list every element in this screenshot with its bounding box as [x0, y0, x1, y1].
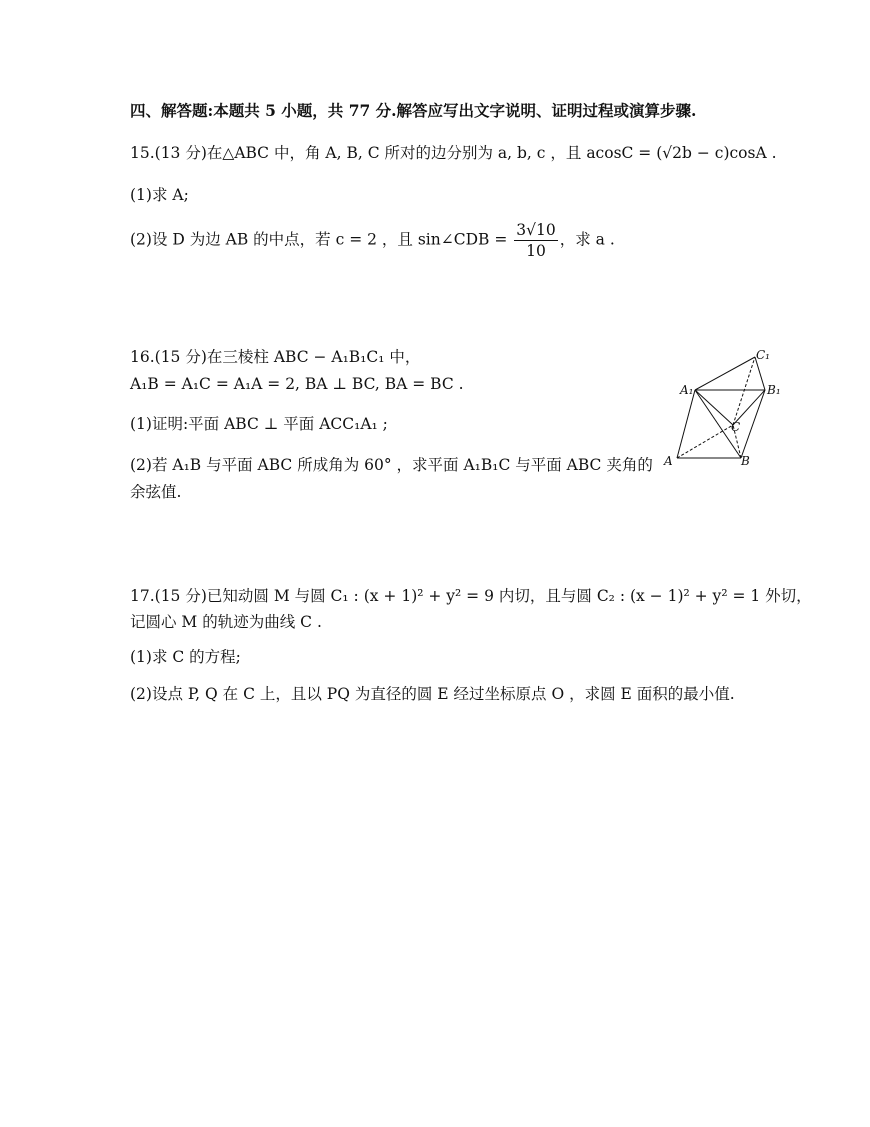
problem-17-part-1: (1)求 C 的方程; — [130, 648, 241, 666]
problem-16-part-2: (2)若 A₁B 与平面 ABC 所成角为 60° ，求平面 A₁B₁C 与平面 ABC 夹角的 — [130, 456, 653, 474]
problem-15-part-2-text: (2)设 D 为边 AB 的中点，若 c = 2 ，且 sin∠CDB = — [130, 230, 513, 249]
problem-17-part-2: (2)设点 P, Q 在 C 上，且以 PQ 为直径的圆 E 经过坐标原点 O ，求圆 E 面积的最小值. — [130, 685, 735, 703]
label-A: A — [664, 454, 673, 468]
problem-16-conditions: A₁B = A₁C = A₁A = 2, BA ⊥ BC, BA = BC . — [130, 375, 464, 393]
label-B: B — [741, 454, 750, 468]
problem-16-stem: 16.(15 分)在三棱柱 ABC − A₁B₁C₁ 中， — [130, 348, 421, 366]
fraction — [514, 220, 557, 261]
label-C1: C₁ — [756, 348, 770, 362]
problem-16-part-2-cont: 余弦值. — [130, 483, 182, 501]
fraction-denominator: 10 — [526, 242, 546, 260]
problem-16-part-1: (1)证明:平面 ABC ⊥ 平面 ACC₁A₁ ; — [130, 415, 388, 433]
edge-BB1 — [741, 390, 765, 458]
problem-17-stem-cont: 记圆心 M 的轨迹为曲线 C . — [130, 613, 322, 631]
problem-15-part-2 — [130, 220, 615, 261]
edge-AA1 — [677, 390, 695, 458]
label-A1: A₁ — [680, 383, 694, 397]
problem-15-part-2-tail: ，求 a . — [559, 230, 615, 249]
prism-figure — [655, 345, 795, 475]
fraction-numerator: 3√10 — [516, 221, 556, 239]
edge-AC-dashed — [677, 425, 733, 458]
section-heading: 四、解答题:本题共 5 小题，共 77 分.解答应写出文字说明、证明过程或演算步骤. — [130, 101, 697, 120]
label-C: C — [731, 420, 741, 434]
problem-15-part-1: (1)求 A; — [130, 186, 189, 204]
problem-15-stem: 15.(13 分)在△ABC 中，角 A, B, C 所对的边分别为 a, b, c ，且 acosC = (√2b − c)cosA . — [130, 144, 777, 162]
edge-A1C — [695, 390, 733, 425]
problem-17-stem: 17.(15 分)已知动圆 M 与圆 C₁ : (x + 1)² + y² = 9 内切，且与圆 C₂ : (x − 1)² + y² = 1 外切， — [130, 587, 812, 605]
label-B1: B₁ — [767, 383, 781, 397]
